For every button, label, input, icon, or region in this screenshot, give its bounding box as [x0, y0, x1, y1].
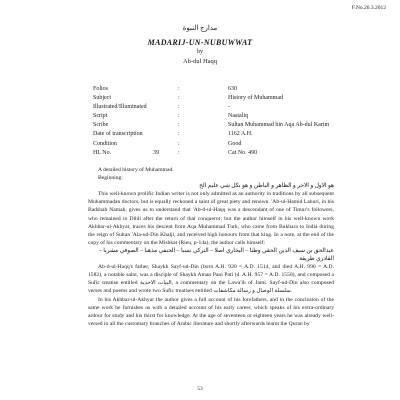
paragraph: Ab-d-ul-Haqq's father, Shaykh Sayf-ud-Din (born A.H. 920 = A.D. 1514, and died A.H. 990 = A.D. 1582), a notable saint, was a disciple of Shaykh Aman Pani Pati (d. A.H. 957 = A.D. 1550), and composed a Sufic treatise entitled البيات الاحدية, a commentary on the Lawa'ih of Jami. Sayf-ud-Din also composed verses and poems and wrote two Sufic treatises entitled سلسلة الوصال و رسالة مكاشفات. [88, 264, 335, 295]
paragraph-part: Ab-d-ul-Haqq's father, Shaykh Sayf-ud-Din (born A.H. 920 = A.D. 1514, and died A.H. 990 = A.D. 1582), a notable saint, was a disciple of Shaykh Aman Pani Pati (d. A.H. 957 = A.D. 1550), and composed a Sufic treatise entitled [88, 264, 334, 287]
metadata-label: Script [93, 113, 108, 120]
by-line: by [197, 49, 203, 55]
metadata-separator: : [178, 131, 180, 138]
metadata-label: Date of transcription [93, 131, 143, 138]
metadata-value: 630 [228, 86, 237, 92]
document-title: MADARIJ-UN-NUBUWWAT [147, 38, 253, 47]
metadata-value: Good [228, 140, 242, 147]
arabic-beginning: هو الاول و الاخر و الظاهر و الباطن و هو بكل شي عليم الخ [199, 183, 334, 190]
metadata-label: Illustrated/Illuminated [93, 104, 147, 111]
metadata-label: Folios [93, 86, 109, 92]
hl-number-value: 39 [153, 149, 159, 156]
file-reference: F.No.26.3.2012 [351, 5, 386, 11]
metadata-separator: : [178, 149, 180, 156]
arabic-author-name: عبدالحق بن سيف الدين الحقي وطنا – البخاري اصلا – الترکي نسبا – الحنفي مذهبا – الصوفي مشربا – القادري طريقة [98, 247, 334, 263]
arabic-title: مدارج النبوة [182, 24, 218, 32]
metadata-value: History of Muhammad [228, 95, 283, 102]
paragraph: In his Akhbar-ul-Akhyar the author gives a full account of his forefathers, and in the conclusion of the same work he furnishes us with a detailed account of his early career, which speaks of his extra-ordinary ardour for study and his thirst for knowledge. At the age of seventeen or eighteen years he was already well-versed in all the customary branches of Arabic literature and shortly afterwards learnt the Quran by [88, 296, 334, 327]
metadata-separator: : [178, 122, 180, 129]
hl-number-label: HL No. [93, 149, 112, 156]
paragraph-part: a commentary on the Lawa'ih of Jami. Sayf-ud-Din also composed verses and poems and wrote two Sufic treatises entitled [88, 280, 335, 295]
metadata-separator: : [178, 104, 180, 111]
paragraph: This well-known prolific Indian writer is not only admitted as an authority in traditions by all subsequent Muhammadan doctors, but is equally reckoned a saint of great piety and renown. 'Ab-ul-Hamid Lahuri, in his Badshah Namah, gives us to understand that 'Ab-d-ul-Haqq was a descendant of one of Timur's followers, who remained in Dihli after the return of that conqueror; but the author himself in his well-known work Akhbar-ul-Akhyar, traces his descent from Aqa Muhammad Turk, who came from Bukhara to India during the reign of Sultan 'Ala-ud-Din Khalji, and received high honours from that king. In a note, at the end of the copy of his commentary on the Mishkat (Rieu, p-14a), the author calls himself: [88, 191, 334, 246]
metadata-separator: : [178, 95, 180, 102]
metadata-label: Subject [93, 95, 111, 102]
metadata-label: Condition [93, 140, 118, 147]
author-name: Ab-dul Haqq [182, 58, 218, 65]
metadata-separator: : [178, 113, 180, 120]
metadata-separator: : [178, 86, 180, 92]
metadata-value: Nastaliq [228, 113, 248, 120]
beginning-label: Beginning: [98, 175, 123, 182]
metadata-value: Sultan Muhammad bin Aqa Ab-dul Karim [228, 122, 330, 129]
page-number: 53 [197, 386, 203, 392]
metadata-separator: : [178, 140, 180, 147]
arabic-treatise-titles: سلسلة الوصال و رسالة مكاشفات [213, 288, 291, 295]
catalogue-number: Cat No. 490 [228, 149, 258, 156]
arabic-treatise-title: البيات الاحدية [139, 280, 172, 287]
metadata-label: Scribe [93, 122, 109, 129]
intro-line: A detailed history of Muhammad. [98, 167, 174, 173]
metadata-value: 1162 A.H. [228, 131, 253, 138]
metadata-value: - [228, 104, 230, 111]
body-text [88, 166, 334, 328]
